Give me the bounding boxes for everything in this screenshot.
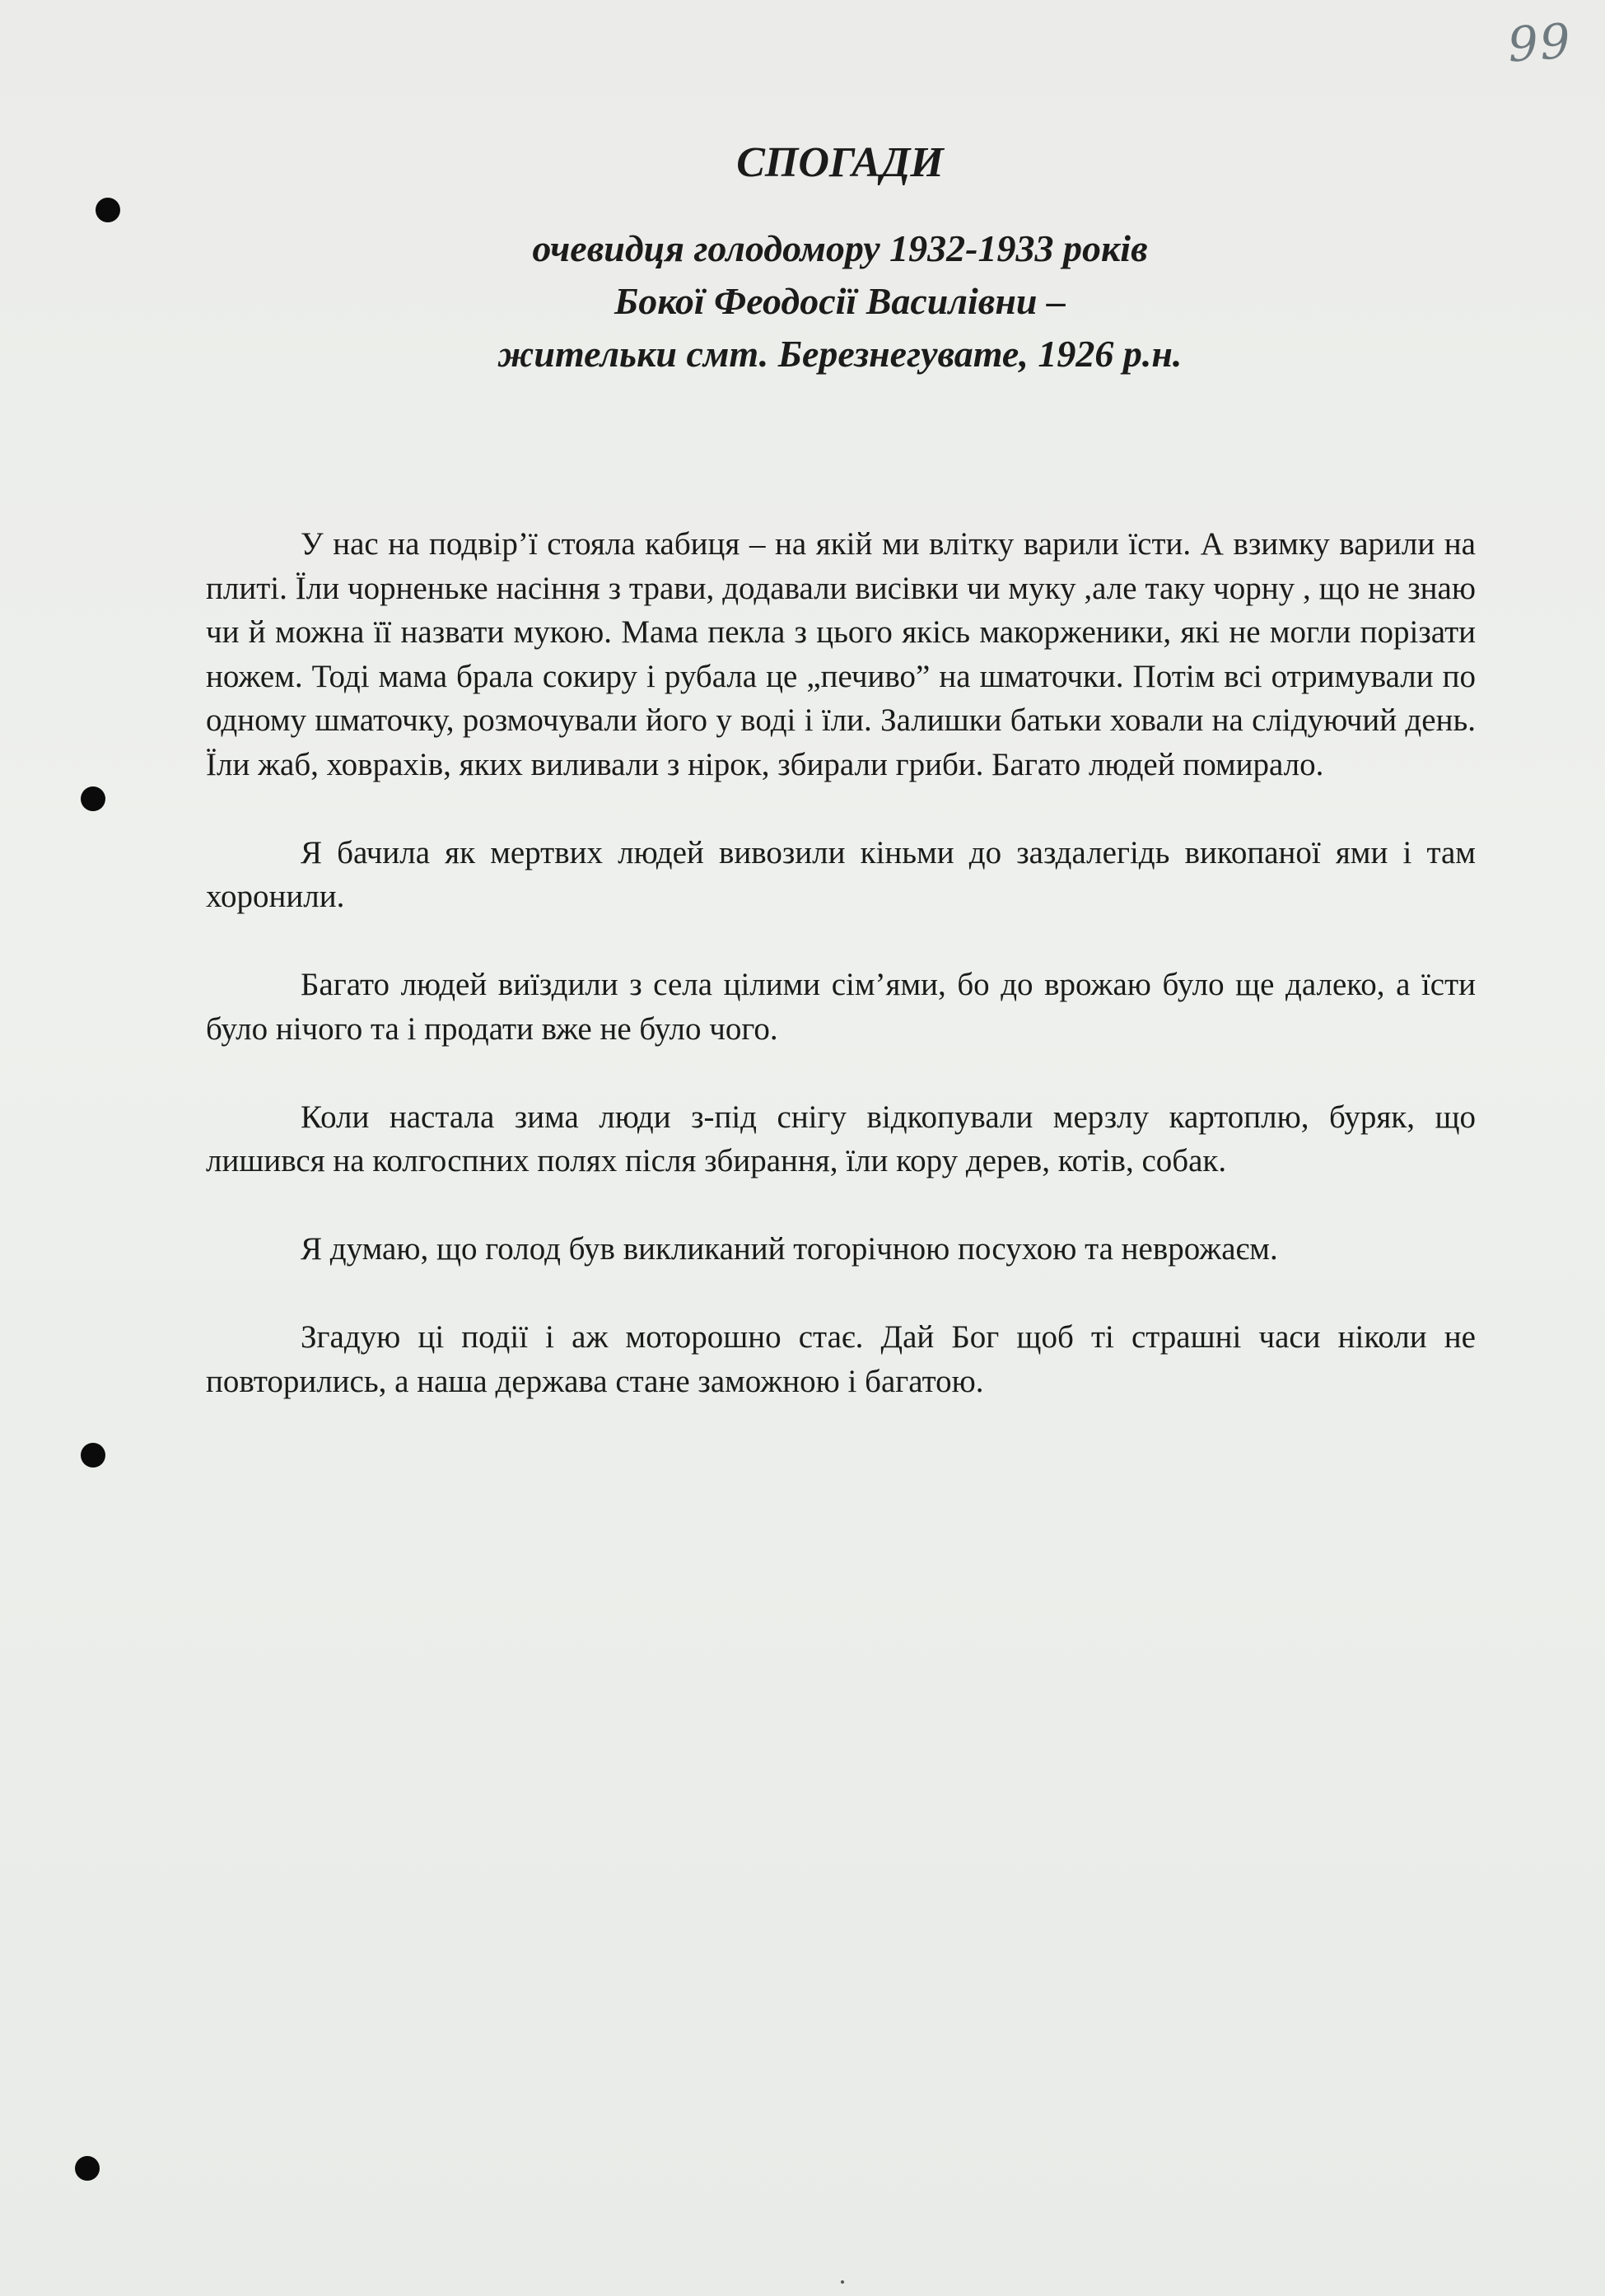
subtitle-line: жительки смт. Березнегувате, 1926 р.н. xyxy=(497,333,1183,375)
paragraph: Я думаю, що голод був викликаний тогорічною посухою та неврожаєм. xyxy=(301,1231,1278,1267)
subtitle-line: Бокої Феодосії Василівни – xyxy=(614,280,1066,322)
paragraph: Я бачила як мертвих людей вивозили кіньми до заздалегідь викопаної ями і там хоронили. xyxy=(206,834,1476,914)
punch-hole xyxy=(81,1443,105,1468)
punch-hole xyxy=(81,786,105,811)
document-subtitle xyxy=(0,222,1605,380)
paragraph: Коли настала зима люди з-під снігу відкопували мерзлу картоплю, буряк, що лишився на колгоспних полях після збирання, їли кору дерев, котів, собак. xyxy=(206,1099,1476,1178)
punch-hole xyxy=(75,2156,100,2181)
punch-hole xyxy=(96,198,120,222)
paragraph: Згадую ці події і аж моторошно стає. Дай Бог щоб ті страшні часи ніколи не повторились, а наша держава стане заможною і багатою. xyxy=(206,1319,1476,1399)
paragraph: Багато людей виїздили з села цілими сім’ями, бо до врожаю було ще далеко, а їсти було нічого та і продати вже не було чого. xyxy=(206,967,1476,1047)
subtitle-line: очевидця голодомору 1932-1933 років xyxy=(532,227,1148,269)
document-body xyxy=(206,522,1476,1448)
document-title: СПОГАДИ xyxy=(736,139,944,186)
handwritten-page-number: 99 xyxy=(1505,12,1575,73)
paragraph: У нас на подвір’ї стояла кабиця – на якій ми влітку варили їсти. А взимку варили на плиті. Їли чорненьке насіння з трави, додавали висівки чи муку ,але таку чорну , що не знаю чи й можна її назвати мукою. Мама пекла з цього якісь макорженики, які не могли порізати ножем. Тоді мама брала сокиру і рубала це „печиво” на шматочки. Потім всі отримували по одному шматочку, розмочували його у воді і їли. Залишки батьки ховали на слідуючий день. Їли жаб, ховрахів, яких виливали з нірок, збирали гриби. Багато людей помирало. xyxy=(206,526,1476,782)
scan-speck xyxy=(841,2280,844,2284)
